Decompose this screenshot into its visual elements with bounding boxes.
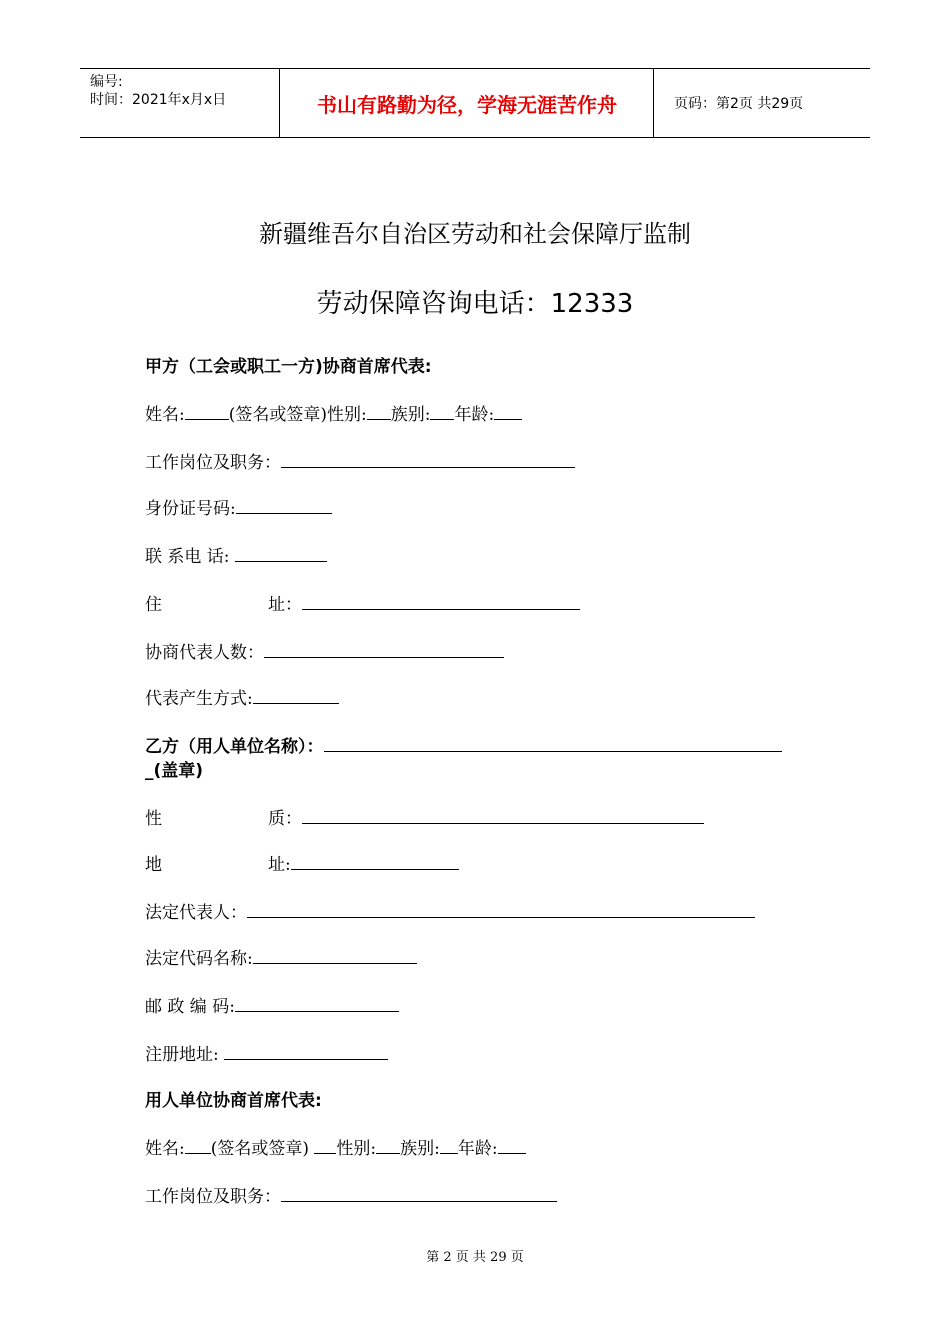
reg-address-blank[interactable]	[224, 1045, 388, 1060]
employer-rep-name-row	[145, 1134, 526, 1159]
party-a-name-row	[145, 400, 522, 425]
address-blank[interactable]	[291, 855, 459, 870]
phone-blank[interactable]	[235, 547, 327, 562]
id-blank[interactable]	[236, 499, 332, 514]
ethnic-label: 族别:	[390, 405, 431, 425]
address-label-2: 址：	[268, 595, 302, 615]
name-label: 姓名:	[145, 1139, 185, 1159]
party-b-seal: _(盖章)	[145, 761, 204, 781]
reg-address-label: 注册地址:	[145, 1045, 225, 1065]
rep-method-label: 代表产生方式:	[145, 689, 253, 709]
postcode-label: 邮 政 编 码:	[145, 997, 235, 1017]
legal-rep-blank[interactable]	[247, 903, 755, 918]
sign-note: (签名或签章)	[210, 1139, 315, 1159]
party-b-heading: 乙方（用人单位名称）：	[145, 737, 324, 757]
party-a-heading: 甲方（工会或职工一方)协商首席代表:	[145, 357, 432, 377]
age-label: 年龄:	[457, 1139, 498, 1159]
sign-note: (签名或签章)性别:	[228, 405, 367, 425]
nature-label-2: 质：	[268, 809, 302, 829]
employer-name-blank[interactable]	[324, 737, 782, 752]
age-blank[interactable]	[494, 405, 522, 420]
party-b-address-row	[145, 850, 459, 875]
party-b-legal-rep-row	[145, 898, 755, 923]
employer-rep-heading: 用人单位协商首席代表:	[145, 1091, 322, 1111]
age-blank[interactable]	[498, 1139, 526, 1154]
address-label-2: 址:	[268, 855, 291, 875]
legal-rep-label: 法定代表人：	[145, 903, 247, 923]
address-label-1: 住	[145, 595, 162, 615]
pre-gender-blank[interactable]	[314, 1139, 336, 1154]
party-a-position-row	[145, 448, 575, 473]
party-a-rep-method-row	[145, 684, 339, 709]
ethnic-blank[interactable]	[440, 1139, 458, 1154]
postcode-blank[interactable]	[235, 997, 399, 1012]
party-b-legal-code-row	[145, 944, 417, 969]
name-blank[interactable]	[185, 1139, 211, 1154]
id-label: 身份证号码:	[145, 499, 236, 519]
phone-label: 联 系电 话:	[145, 547, 230, 567]
employer-rep-position-row	[145, 1182, 557, 1207]
party-a-phone-row	[145, 542, 327, 567]
header-meta	[80, 69, 280, 137]
hotline: 劳动保障咨询电话：12333	[316, 289, 634, 319]
page-info-text: 页码：第2页 共29页	[674, 96, 804, 112]
address-blank[interactable]	[302, 595, 580, 610]
party-a-address-row	[145, 590, 580, 615]
rep-method-blank[interactable]	[253, 689, 339, 704]
ethnic-blank[interactable]	[430, 405, 454, 420]
code-label: 编号:	[90, 74, 123, 90]
page-header	[80, 68, 870, 138]
time-label: 时间：2021年x月x日	[90, 92, 227, 108]
page-footer: 第 2 页 共 29 页	[426, 1250, 524, 1265]
address-label-1: 地	[145, 855, 162, 875]
party-b-reg-address-row	[145, 1040, 388, 1065]
nature-label-1: 性	[145, 809, 162, 829]
age-label: 年龄:	[454, 405, 495, 425]
header-motto: 书山有路勤为径，学海无涯苦作舟	[281, 69, 654, 137]
position-label: 工作岗位及职务：	[145, 453, 281, 473]
gender-blank[interactable]	[376, 1139, 400, 1154]
rep-count-blank[interactable]	[264, 643, 504, 658]
party-b-postcode-row	[145, 992, 399, 1017]
rep-count-label: 协商代表人数：	[145, 643, 264, 663]
position-label: 工作岗位及职务：	[145, 1187, 281, 1207]
document-title: 新疆维吾尔自治区劳动和社会保障厅监制	[259, 220, 691, 248]
party-b-nature-row	[145, 804, 704, 829]
ethnic-label: 族别:	[400, 1139, 440, 1159]
legal-code-label: 法定代码名称:	[145, 949, 253, 969]
gender-label: 性别:	[336, 1139, 377, 1159]
name-label: 姓名:	[145, 405, 185, 425]
position-blank[interactable]	[281, 453, 575, 468]
gender-blank[interactable]	[367, 405, 391, 420]
nature-blank[interactable]	[302, 809, 704, 824]
party-a-rep-count-row	[145, 638, 504, 663]
position-blank[interactable]	[281, 1187, 557, 1202]
party-b-heading-row	[145, 732, 782, 757]
legal-code-blank[interactable]	[253, 949, 417, 964]
name-blank[interactable]	[185, 405, 229, 420]
header-page-info	[664, 69, 870, 137]
party-a-id-row	[145, 494, 332, 519]
